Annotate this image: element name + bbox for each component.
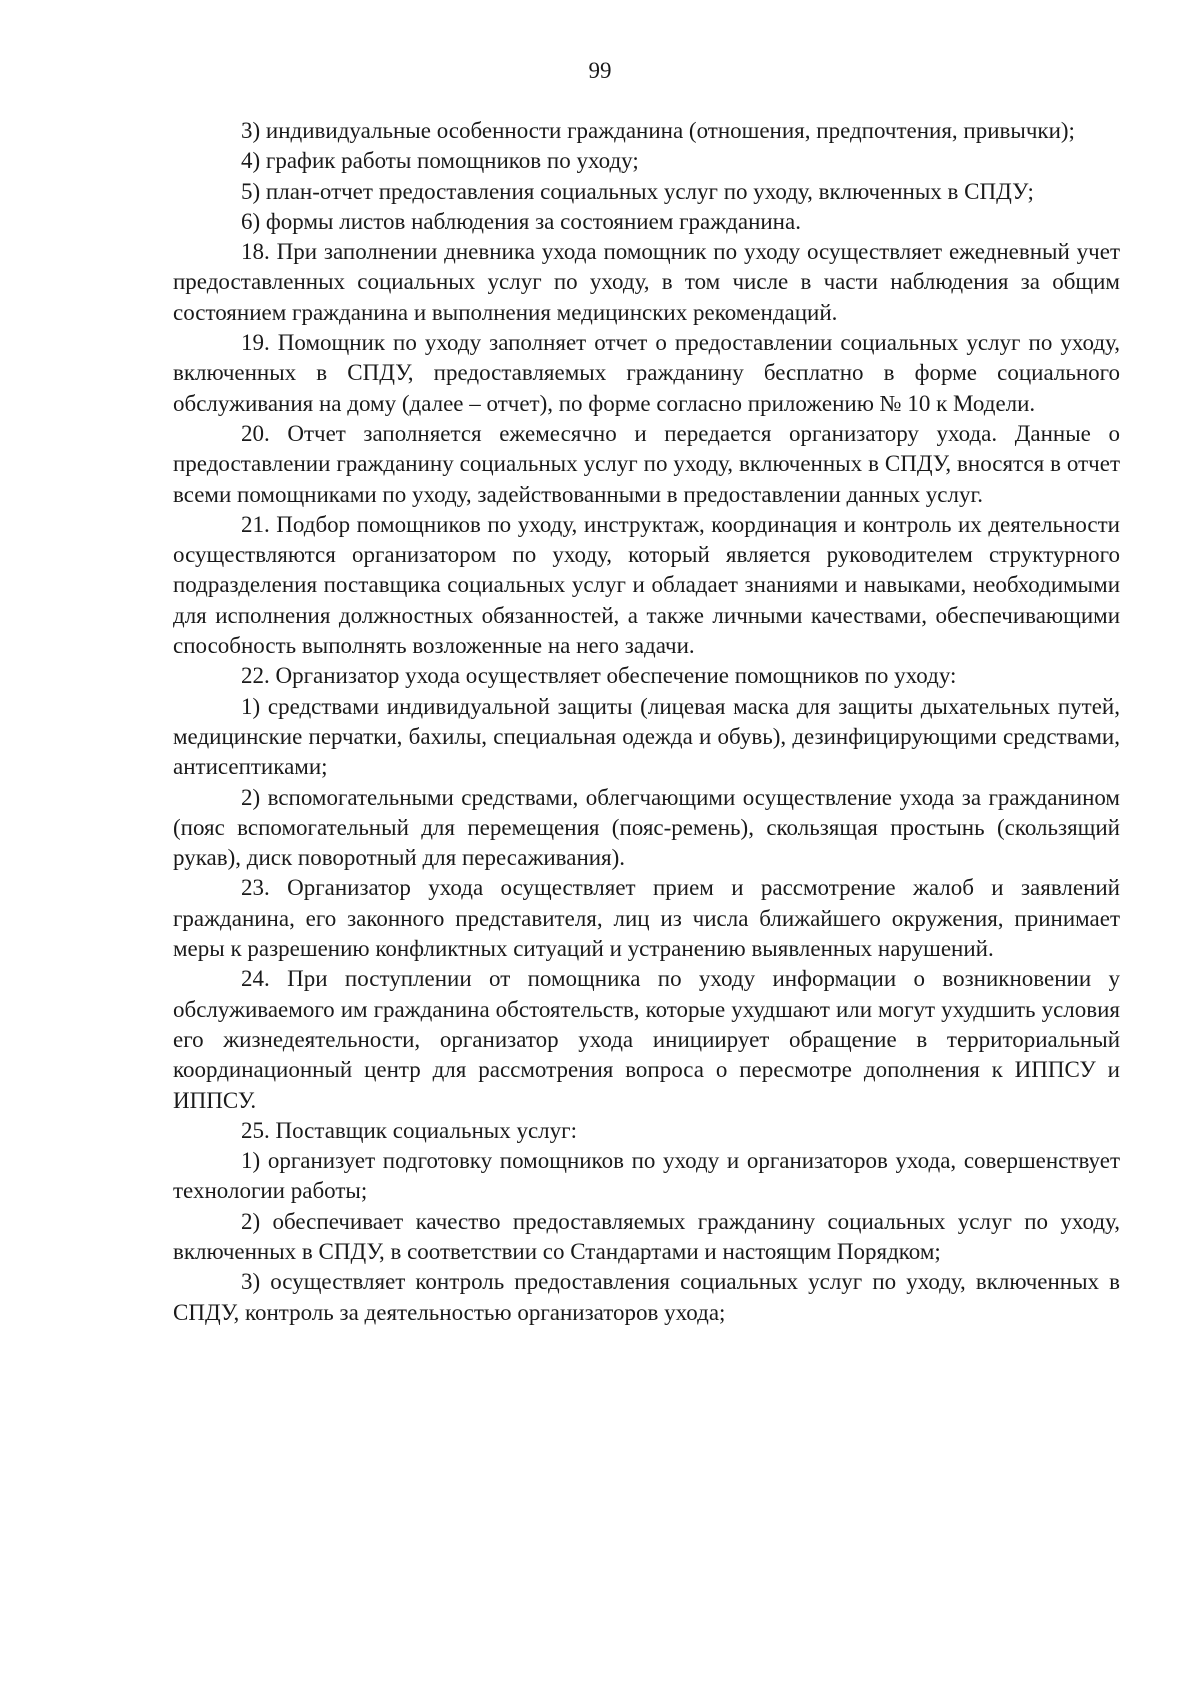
paragraph-21: 21. Подбор помощников по уходу, инструктаж, координация и контроль их деятельности осуществляются организатором по уходу, который является руководителем структурного подразделения поставщика социальных услуг и обладает знаниями и навыками, необходимыми для исполнения должностных обязанностей, а также личными качествами, обеспечивающими способность выполнять возложенные на него задачи. xyxy=(173,511,1120,659)
paragraph-20: 20. Отчет заполняется ежемесячно и передается организатору ухода. Данные о предоставлении гражданину социальных услуг по уходу, включенных в СПДУ, вносятся в отчет всеми помощниками по уходу, задействованными в предоставлении данных услуг. xyxy=(173,420,1120,507)
paragraph-25-item-2: 2) обеспечивает качество предоставляемых гражданину социальных услуг по уходу, включенных в СПДУ, в соответствии со Стандартами и настоящим Порядком; xyxy=(173,1208,1120,1264)
paragraph-23: 23. Организатор ухода осуществляет прием и рассмотрение жалоб и заявлений гражданина, его законного представителя, лиц из числа ближайшего окружения, принимает меры к разрешению конфликтных ситуаций и устранению выявленных нарушений. xyxy=(173,875,1120,962)
paragraph-19: 19. Помощник по уходу заполняет отчет о предоставлении социальных услуг по уходу, включенных в СПДУ, предоставляемых гражданину бесплатно в форме социального обслуживания на дому (далее – отчет), по форме согласно приложению № 10 к Модели. xyxy=(173,330,1120,416)
paragraph-item-5: 5) план-отчет предоставления социальных услуг по уходу, включенных в СПДУ; xyxy=(241,178,1034,204)
paragraph-22-item-2: 2) вспомогательными средствами, облегчающими осуществление ухода за гражданином (пояс вспомогательный для перемещения (пояс-ремень), скользящая простынь (скользящий рукав), диск поворотный для пересаживания). xyxy=(173,784,1120,871)
document-body xyxy=(173,116,1120,1328)
paragraph-item-4: 4) график работы помощников по уходу; xyxy=(241,148,639,174)
paragraph-22: 22. Организатор ухода осуществляет обеспечение помощников по уходу: xyxy=(241,663,957,689)
paragraph-item-6: 6) формы листов наблюдения за состоянием гражданина. xyxy=(241,208,801,234)
paragraph-25: 25. Поставщик социальных услуг: xyxy=(241,1117,577,1143)
page-number: 99 xyxy=(588,58,612,83)
paragraph-item-3: 3) индивидуальные особенности гражданина (отношения, предпочтения, привычки); xyxy=(241,118,1075,143)
paragraph-25-item-1: 1) организует подготовку помощников по уходу и организаторов ухода, совершенствует технологии работы; xyxy=(173,1148,1120,1204)
paragraph-22-item-1: 1) средствами индивидуальной защиты (лицевая маска для защиты дыхательных путей, медицинские перчатки, бахилы, специальная одежда и обувь), дезинфицирующими средствами, антисептиками; xyxy=(173,693,1120,780)
paragraph-18: 18. При заполнении дневника ухода помощник по уходу осуществляет ежедневный учет предоставленных социальных услуг по уходу, в том числе в части наблюдения за общим состоянием гражданина и выполнения медицинских рекомендаций. xyxy=(173,239,1120,325)
paragraph-25-item-3: 3) осуществляет контроль предоставления социальных услуг по уходу, включенных в СПДУ, контроль за деятельностью организаторов ухода; xyxy=(173,1269,1120,1325)
paragraph-24: 24. При поступлении от помощника по уходу информации о возникновении у обслуживаемого им гражданина обстоятельств, которые ухудшают или могут ухудшить условия его жизнедеятельности, организатор ухода инициирует обращение в территориальный координационный центр для рассмотрения вопроса о пересмотре дополнения к ИППСУ и ИППСУ. xyxy=(173,966,1120,1113)
